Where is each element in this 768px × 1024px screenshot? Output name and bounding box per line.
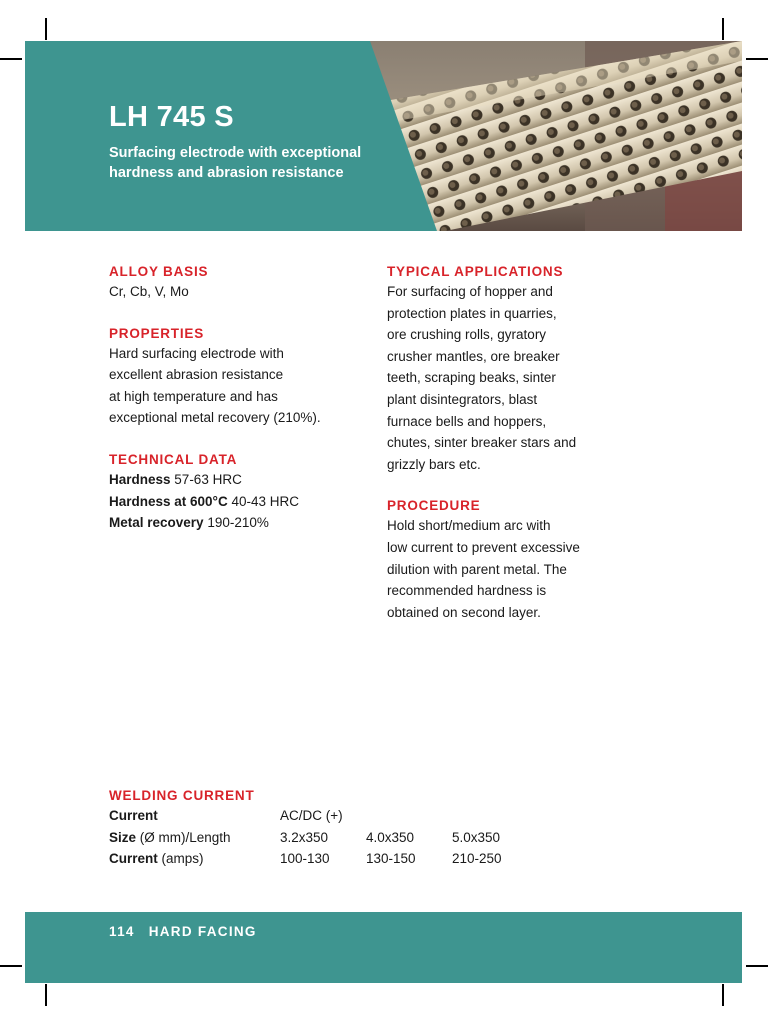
typical-applications-text: For surfacing of hopper and protection plates in quarries, ore crushing rolls, gyratory crusher mantles, ore breaker teeth, scraping beaks, sinter plant disintegrators, blast furnace bells and hoppers, chutes, sinter breaker stars and grizzly bars etc. bbox=[387, 284, 577, 472]
crop-mark bbox=[746, 965, 768, 967]
crop-mark bbox=[45, 984, 47, 1006]
crop-mark bbox=[746, 58, 768, 60]
tech-value: 40-43 HRC bbox=[231, 493, 300, 509]
crop-mark bbox=[722, 984, 724, 1006]
size-value: 5.0x350 bbox=[452, 829, 501, 845]
size-value: 4.0x350 bbox=[366, 829, 415, 845]
welding-current-section bbox=[109, 786, 538, 870]
hero-banner bbox=[25, 41, 742, 231]
crop-mark bbox=[722, 18, 724, 40]
procedure-text: Hold short/medium arc with low current to prevent excessive dilution with parent metal. The recommended hardness is obtained on second layer. bbox=[387, 518, 580, 620]
amps-value: 210-250 bbox=[452, 851, 502, 867]
welding-row-size bbox=[109, 827, 538, 849]
page-number: 114 bbox=[109, 924, 135, 939]
tech-label: Metal recovery bbox=[109, 515, 204, 531]
welding-row-amps bbox=[109, 848, 538, 870]
size-label: Size (Ø mm)/Length bbox=[109, 829, 231, 845]
size-value: 3.2x350 bbox=[280, 829, 329, 845]
typical-applications-heading: TYPICAL APPLICATIONS bbox=[387, 264, 564, 279]
technical-data-row bbox=[109, 491, 374, 513]
properties-text: Hard surfacing electrode with excellent abrasion resistance at high temperature and has exceptional metal recovery (210%). bbox=[109, 345, 321, 426]
tech-label: Hardness at 600°C bbox=[109, 493, 228, 509]
crop-mark bbox=[0, 58, 22, 60]
technical-data-row bbox=[109, 512, 374, 534]
right-column bbox=[387, 262, 647, 644]
amps-label: Current (amps) bbox=[109, 851, 204, 867]
page-subtitle: Surfacing electrode with exceptional hardness and abrasion resistance bbox=[109, 145, 362, 181]
welding-row-current bbox=[109, 805, 538, 827]
current-label: Current bbox=[109, 808, 158, 823]
procedure-heading: PROCEDURE bbox=[387, 498, 481, 514]
tech-label: Hardness bbox=[109, 471, 171, 487]
technical-data-heading: TECHNICAL DATA bbox=[109, 451, 238, 467]
amps-value: 130-150 bbox=[366, 851, 416, 867]
current-value: AC/DC (+) bbox=[280, 808, 343, 823]
properties-heading: PROPERTIES bbox=[109, 325, 205, 341]
technical-data-row bbox=[109, 469, 374, 491]
alloy-basis-text: Cr, Cb, V, Mo bbox=[109, 284, 189, 299]
page-title: LH 745 S bbox=[109, 101, 234, 133]
amps-value: 100-130 bbox=[280, 851, 330, 867]
alloy-basis-heading: ALLOY BASIS bbox=[109, 264, 209, 279]
welding-current-heading: WELDING CURRENT bbox=[109, 788, 255, 803]
footer-text bbox=[109, 924, 271, 939]
left-column bbox=[109, 262, 374, 534]
tech-value: 190-210% bbox=[207, 515, 269, 531]
crop-mark bbox=[45, 18, 47, 40]
tech-value: 57-63 HRC bbox=[174, 471, 242, 487]
footer-bar bbox=[25, 912, 742, 983]
section-name: HARD FACING bbox=[148, 924, 257, 939]
crop-mark bbox=[0, 965, 22, 967]
